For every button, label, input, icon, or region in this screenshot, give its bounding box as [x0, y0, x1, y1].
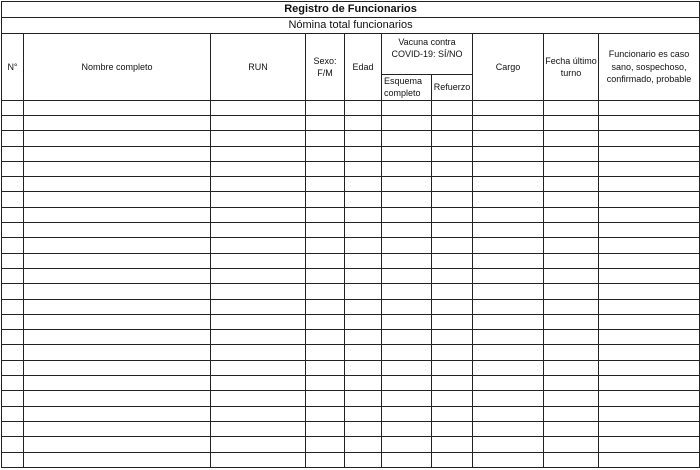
cell-num[interactable] [2, 100, 24, 115]
cell-vaccine-full[interactable] [382, 253, 432, 268]
cell-position[interactable] [473, 115, 544, 130]
cell-vaccine-booster[interactable] [432, 391, 473, 406]
cell-run[interactable] [211, 177, 306, 192]
header-num: N° [2, 33, 24, 100]
cell-sex[interactable] [306, 391, 345, 406]
cell-last-shift[interactable] [544, 268, 599, 283]
cell-sex[interactable] [306, 314, 345, 329]
table-row [2, 330, 700, 345]
cell-last-shift[interactable] [544, 452, 599, 467]
cell-last-shift[interactable] [544, 207, 599, 222]
cell-sex[interactable] [306, 238, 345, 253]
cell-last-shift[interactable] [544, 161, 599, 176]
table-row [2, 146, 700, 161]
cell-last-shift[interactable] [544, 115, 599, 130]
cell-vaccine-booster[interactable] [432, 376, 473, 391]
cell-position[interactable] [473, 207, 544, 222]
cell-age[interactable] [345, 207, 382, 222]
cell-position[interactable] [473, 437, 544, 452]
cell-position[interactable] [473, 330, 544, 345]
table-row [2, 192, 700, 207]
cell-age[interactable] [345, 100, 382, 115]
cell-last-shift[interactable] [544, 192, 599, 207]
cell-name[interactable] [24, 223, 211, 238]
cell-last-shift[interactable] [544, 100, 599, 115]
cell-case-status[interactable] [599, 284, 700, 299]
cell-sex[interactable] [306, 284, 345, 299]
cell-vaccine-full[interactable] [382, 268, 432, 283]
header-position: Cargo [473, 33, 544, 100]
cell-age[interactable] [345, 406, 382, 421]
cell-vaccine-booster[interactable] [432, 115, 473, 130]
cell-last-shift[interactable] [544, 284, 599, 299]
cell-num[interactable] [2, 406, 24, 421]
cell-vaccine-booster[interactable] [432, 330, 473, 345]
header-sex: Sexo: F/M [306, 33, 345, 100]
cell-name[interactable] [24, 253, 211, 268]
cell-name[interactable] [24, 192, 211, 207]
cell-vaccine-full[interactable] [382, 207, 432, 222]
cell-sex[interactable] [306, 115, 345, 130]
header-name: Nombre completo [24, 33, 211, 100]
cell-vaccine-booster[interactable] [432, 253, 473, 268]
table-row [2, 299, 700, 314]
cell-run[interactable] [211, 192, 306, 207]
cell-sex[interactable] [306, 100, 345, 115]
cell-position[interactable] [473, 131, 544, 146]
cell-position[interactable] [473, 360, 544, 375]
cell-vaccine-full[interactable] [382, 146, 432, 161]
cell-case-status[interactable] [599, 177, 700, 192]
table-row [2, 100, 700, 115]
cell-case-status[interactable] [599, 100, 700, 115]
cell-case-status[interactable] [599, 238, 700, 253]
cell-vaccine-booster[interactable] [432, 100, 473, 115]
cell-case-status[interactable] [599, 314, 700, 329]
cell-sex[interactable] [306, 421, 345, 436]
cell-last-shift[interactable] [544, 330, 599, 345]
cell-run[interactable] [211, 360, 306, 375]
cell-vaccine-full[interactable] [382, 376, 432, 391]
cell-vaccine-full[interactable] [382, 314, 432, 329]
cell-num[interactable] [2, 391, 24, 406]
cell-case-status[interactable] [599, 268, 700, 283]
cell-num[interactable] [2, 207, 24, 222]
cell-case-status[interactable] [599, 299, 700, 314]
cell-num[interactable] [2, 437, 24, 452]
cell-case-status[interactable] [599, 391, 700, 406]
cell-sex[interactable] [306, 207, 345, 222]
cell-run[interactable] [211, 100, 306, 115]
cell-vaccine-full[interactable] [382, 284, 432, 299]
header-age: Edad [345, 33, 382, 100]
cell-age[interactable] [345, 299, 382, 314]
cell-sex[interactable] [306, 192, 345, 207]
cell-vaccine-full[interactable] [382, 223, 432, 238]
cell-age[interactable] [345, 360, 382, 375]
cell-name[interactable] [24, 299, 211, 314]
cell-age[interactable] [345, 391, 382, 406]
cell-name[interactable] [24, 345, 211, 360]
cell-position[interactable] [473, 421, 544, 436]
cell-name[interactable] [24, 177, 211, 192]
cell-last-shift[interactable] [544, 391, 599, 406]
cell-position[interactable] [473, 146, 544, 161]
cell-age[interactable] [345, 284, 382, 299]
cell-age[interactable] [345, 223, 382, 238]
form-subtitle: Nómina total funcionarios [2, 17, 700, 33]
cell-name[interactable] [24, 146, 211, 161]
cell-vaccine-full[interactable] [382, 131, 432, 146]
cell-vaccine-booster[interactable] [432, 238, 473, 253]
cell-age[interactable] [345, 452, 382, 467]
cell-name[interactable] [24, 115, 211, 130]
cell-age[interactable] [345, 268, 382, 283]
cell-age[interactable] [345, 330, 382, 345]
cell-age[interactable] [345, 131, 382, 146]
cell-last-shift[interactable] [544, 360, 599, 375]
cell-age[interactable] [345, 192, 382, 207]
table-row [2, 223, 700, 238]
cell-case-status[interactable] [599, 146, 700, 161]
cell-sex[interactable] [306, 177, 345, 192]
cell-vaccine-full[interactable] [382, 421, 432, 436]
cell-vaccine-booster[interactable] [432, 146, 473, 161]
cell-run[interactable] [211, 253, 306, 268]
cell-run[interactable] [211, 314, 306, 329]
cell-position[interactable] [473, 299, 544, 314]
cell-vaccine-booster[interactable] [432, 131, 473, 146]
cell-num[interactable] [2, 161, 24, 176]
cell-case-status[interactable] [599, 406, 700, 421]
staff-register-table [1, 1, 700, 468]
header-last-shift: Fecha último turno [544, 33, 599, 100]
cell-vaccine-booster[interactable] [432, 437, 473, 452]
cell-vaccine-full[interactable] [382, 192, 432, 207]
cell-position[interactable] [473, 223, 544, 238]
header-vaccine-booster: Refuerzo [432, 74, 473, 100]
cell-run[interactable] [211, 345, 306, 360]
cell-name[interactable] [24, 314, 211, 329]
cell-num[interactable] [2, 299, 24, 314]
cell-position[interactable] [473, 161, 544, 176]
cell-vaccine-full[interactable] [382, 452, 432, 467]
cell-position[interactable] [473, 268, 544, 283]
table-row [2, 345, 700, 360]
cell-age[interactable] [345, 345, 382, 360]
cell-position[interactable] [473, 452, 544, 467]
cell-run[interactable] [211, 207, 306, 222]
cell-position[interactable] [473, 238, 544, 253]
cell-run[interactable] [211, 131, 306, 146]
cell-vaccine-booster[interactable] [432, 268, 473, 283]
cell-position[interactable] [473, 192, 544, 207]
cell-vaccine-full[interactable] [382, 100, 432, 115]
cell-last-shift[interactable] [544, 345, 599, 360]
cell-vaccine-booster[interactable] [432, 360, 473, 375]
cell-case-status[interactable] [599, 345, 700, 360]
cell-position[interactable] [473, 100, 544, 115]
cell-sex[interactable] [306, 452, 345, 467]
cell-num[interactable] [2, 376, 24, 391]
cell-vaccine-booster[interactable] [432, 207, 473, 222]
cell-run[interactable] [211, 268, 306, 283]
cell-num[interactable] [2, 146, 24, 161]
cell-vaccine-booster[interactable] [432, 299, 473, 314]
table-row [2, 314, 700, 329]
header-vaccine-full: Esquema completo [382, 74, 432, 100]
cell-vaccine-full[interactable] [382, 161, 432, 176]
form-title: Registro de Funcionarios [2, 2, 700, 18]
cell-run[interactable] [211, 161, 306, 176]
cell-name[interactable] [24, 131, 211, 146]
cell-num[interactable] [2, 223, 24, 238]
table-row [2, 207, 700, 222]
table-row [2, 406, 700, 421]
cell-name[interactable] [24, 406, 211, 421]
cell-num[interactable] [2, 314, 24, 329]
cell-name[interactable] [24, 161, 211, 176]
cell-case-status[interactable] [599, 330, 700, 345]
cell-sex[interactable] [306, 406, 345, 421]
cell-name[interactable] [24, 284, 211, 299]
cell-vaccine-booster[interactable] [432, 192, 473, 207]
table-row [2, 452, 700, 467]
cell-age[interactable] [345, 253, 382, 268]
cell-last-shift[interactable] [544, 406, 599, 421]
cell-sex[interactable] [306, 253, 345, 268]
cell-num[interactable] [2, 115, 24, 130]
cell-case-status[interactable] [599, 253, 700, 268]
cell-vaccine-booster[interactable] [432, 314, 473, 329]
cell-position[interactable] [473, 376, 544, 391]
cell-age[interactable] [345, 146, 382, 161]
header-vaccine: Vacuna contra COVID-19: SÍ/NO [382, 33, 473, 74]
cell-sex[interactable] [306, 299, 345, 314]
table-row [2, 360, 700, 375]
cell-sex[interactable] [306, 437, 345, 452]
cell-vaccine-full[interactable] [382, 299, 432, 314]
cell-run[interactable] [211, 330, 306, 345]
cell-num[interactable] [2, 268, 24, 283]
cell-sex[interactable] [306, 345, 345, 360]
cell-last-shift[interactable] [544, 177, 599, 192]
cell-sex[interactable] [306, 360, 345, 375]
cell-last-shift[interactable] [544, 437, 599, 452]
cell-case-status[interactable] [599, 131, 700, 146]
cell-num[interactable] [2, 452, 24, 467]
table-row [2, 268, 700, 283]
cell-age[interactable] [345, 238, 382, 253]
table-row [2, 238, 700, 253]
cell-age[interactable] [345, 421, 382, 436]
cell-vaccine-full[interactable] [382, 345, 432, 360]
cell-vaccine-full[interactable] [382, 177, 432, 192]
table-row [2, 131, 700, 146]
cell-last-shift[interactable] [544, 238, 599, 253]
table-row [2, 391, 700, 406]
cell-run[interactable] [211, 115, 306, 130]
cell-vaccine-booster[interactable] [432, 452, 473, 467]
cell-age[interactable] [345, 161, 382, 176]
cell-name[interactable] [24, 391, 211, 406]
cell-name[interactable] [24, 330, 211, 345]
cell-last-shift[interactable] [544, 376, 599, 391]
cell-vaccine-full[interactable] [382, 437, 432, 452]
header-case-status: Funcionario es caso sano, sospechoso, confirmado, probable [599, 33, 700, 100]
cell-name[interactable] [24, 452, 211, 467]
table-row [2, 437, 700, 452]
cell-name[interactable] [24, 100, 211, 115]
cell-position[interactable] [473, 391, 544, 406]
cell-num[interactable] [2, 421, 24, 436]
cell-vaccine-booster[interactable] [432, 421, 473, 436]
cell-age[interactable] [345, 115, 382, 130]
cell-vaccine-booster[interactable] [432, 345, 473, 360]
cell-num[interactable] [2, 284, 24, 299]
cell-run[interactable] [211, 284, 306, 299]
cell-name[interactable] [24, 238, 211, 253]
cell-vaccine-booster[interactable] [432, 284, 473, 299]
cell-sex[interactable] [306, 223, 345, 238]
cell-num[interactable] [2, 253, 24, 268]
cell-case-status[interactable] [599, 360, 700, 375]
cell-case-status[interactable] [599, 161, 700, 176]
cell-case-status[interactable] [599, 437, 700, 452]
cell-sex[interactable] [306, 161, 345, 176]
cell-run[interactable] [211, 146, 306, 161]
cell-age[interactable] [345, 177, 382, 192]
table-row [2, 115, 700, 130]
cell-case-status[interactable] [599, 452, 700, 467]
cell-last-shift[interactable] [544, 421, 599, 436]
cell-last-shift[interactable] [544, 253, 599, 268]
table-row [2, 177, 700, 192]
cell-run[interactable] [211, 421, 306, 436]
cell-age[interactable] [345, 437, 382, 452]
cell-run[interactable] [211, 238, 306, 253]
cell-last-shift[interactable] [544, 314, 599, 329]
cell-num[interactable] [2, 192, 24, 207]
cell-name[interactable] [24, 207, 211, 222]
cell-case-status[interactable] [599, 376, 700, 391]
cell-position[interactable] [473, 253, 544, 268]
cell-num[interactable] [2, 131, 24, 146]
cell-position[interactable] [473, 406, 544, 421]
cell-case-status[interactable] [599, 115, 700, 130]
cell-case-status[interactable] [599, 207, 700, 222]
cell-case-status[interactable] [599, 223, 700, 238]
table-row [2, 161, 700, 176]
cell-age[interactable] [345, 376, 382, 391]
cell-sex[interactable] [306, 131, 345, 146]
cell-num[interactable] [2, 330, 24, 345]
cell-position[interactable] [473, 314, 544, 329]
cell-last-shift[interactable] [544, 223, 599, 238]
table-row [2, 284, 700, 299]
cell-num[interactable] [2, 345, 24, 360]
table-row [2, 376, 700, 391]
cell-run[interactable] [211, 437, 306, 452]
cell-case-status[interactable] [599, 192, 700, 207]
cell-vaccine-booster[interactable] [432, 177, 473, 192]
cell-vaccine-full[interactable] [382, 391, 432, 406]
cell-age[interactable] [345, 314, 382, 329]
cell-position[interactable] [473, 284, 544, 299]
cell-run[interactable] [211, 299, 306, 314]
header-run: RUN [211, 33, 306, 100]
cell-sex[interactable] [306, 146, 345, 161]
cell-last-shift[interactable] [544, 131, 599, 146]
cell-name[interactable] [24, 376, 211, 391]
cell-name[interactable] [24, 421, 211, 436]
cell-name[interactable] [24, 437, 211, 452]
cell-case-status[interactable] [599, 421, 700, 436]
cell-name[interactable] [24, 360, 211, 375]
cell-run[interactable] [211, 391, 306, 406]
cell-vaccine-full[interactable] [382, 360, 432, 375]
cell-run[interactable] [211, 223, 306, 238]
cell-name[interactable] [24, 268, 211, 283]
cell-run[interactable] [211, 406, 306, 421]
table-row [2, 253, 700, 268]
cell-vaccine-full[interactable] [382, 330, 432, 345]
cell-sex[interactable] [306, 330, 345, 345]
cell-vaccine-full[interactable] [382, 406, 432, 421]
cell-num[interactable] [2, 177, 24, 192]
cell-num[interactable] [2, 238, 24, 253]
cell-num[interactable] [2, 360, 24, 375]
cell-sex[interactable] [306, 376, 345, 391]
cell-vaccine-booster[interactable] [432, 161, 473, 176]
table-row [2, 421, 700, 436]
cell-run[interactable] [211, 452, 306, 467]
cell-last-shift[interactable] [544, 299, 599, 314]
cell-position[interactable] [473, 177, 544, 192]
cell-last-shift[interactable] [544, 146, 599, 161]
cell-vaccine-booster[interactable] [432, 406, 473, 421]
cell-run[interactable] [211, 376, 306, 391]
cell-vaccine-full[interactable] [382, 115, 432, 130]
cell-vaccine-booster[interactable] [432, 223, 473, 238]
cell-sex[interactable] [306, 268, 345, 283]
cell-position[interactable] [473, 345, 544, 360]
cell-vaccine-full[interactable] [382, 238, 432, 253]
